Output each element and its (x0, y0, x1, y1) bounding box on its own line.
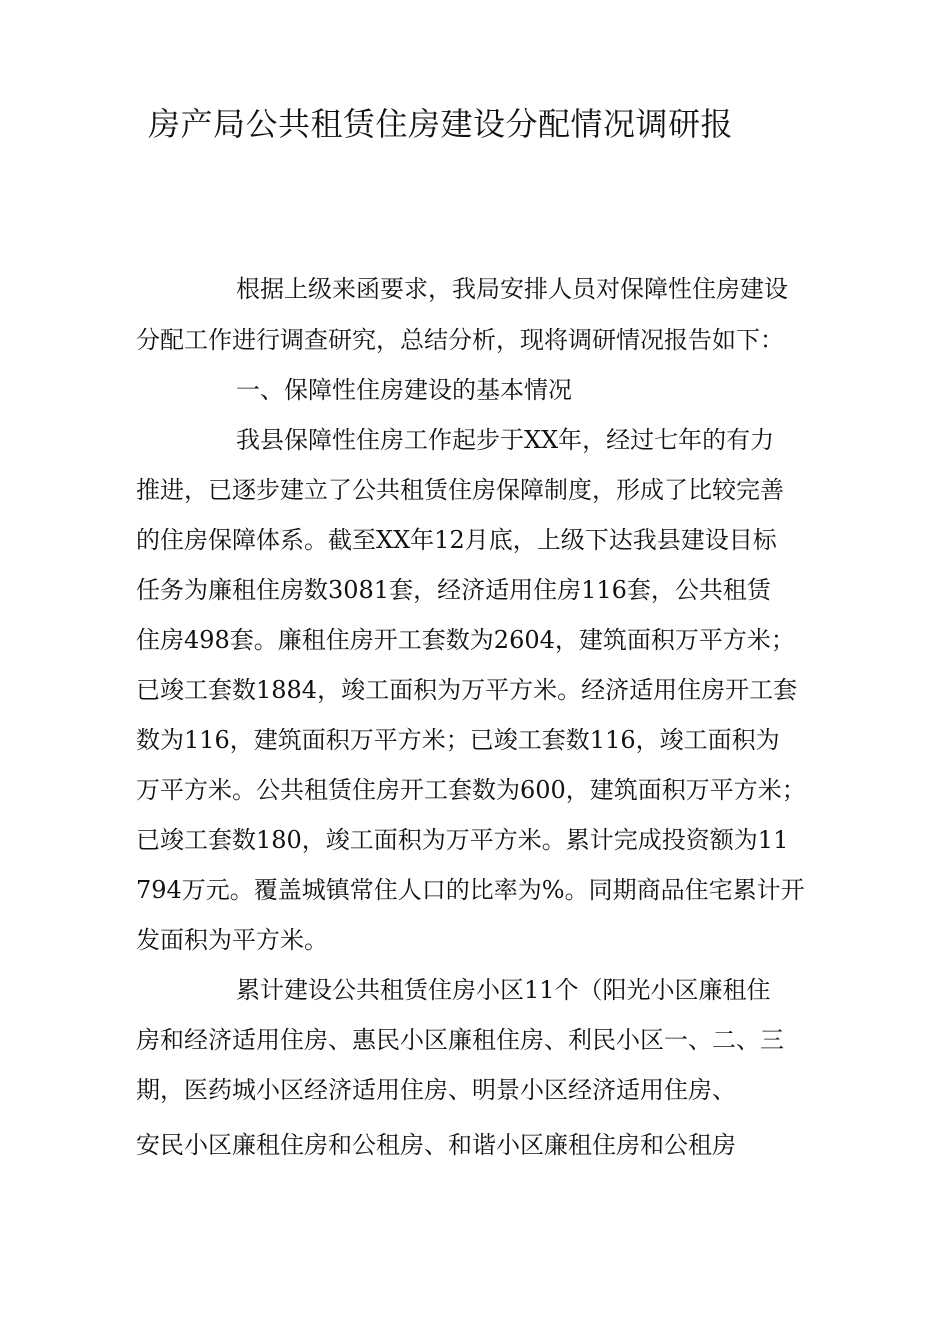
paragraph-line: 安民小区廉租住房和公租房、和谐小区廉租住房和公租房 (136, 1131, 736, 1159)
paragraph-line: 数为116，建筑面积万平方米；已竣工套数116，竣工面积为 (136, 726, 780, 754)
paragraph-line: 的住房保障体系。截至XX年12月底，上级下达我县建设目标 (136, 526, 777, 554)
paragraph-line: 住房498套。廉租住房开工套数为2604，建筑面积万平方米； (136, 626, 795, 654)
paragraph-line: 794万元。覆盖城镇常住人口的比率为%。同期商品住宅累计开 (136, 876, 805, 904)
paragraph-line: 根据上级来函要求，我局安排人员对保障性住房建设 (236, 275, 788, 303)
section-heading: 一、保障性住房建设的基本情况 (236, 376, 572, 404)
paragraph-line: 分配工作进行调查研究，总结分析，现将调研情况报告如下： (136, 326, 784, 354)
paragraph-line: 推进，已逐步建立了公共租赁住房保障制度，形成了比较完善 (136, 476, 784, 504)
paragraph-line: 累计建设公共租赁住房小区11个（阳光小区廉租住 (236, 976, 771, 1004)
paragraph-line: 我县保障性住房工作起步于XX年，经过七年的有力 (236, 426, 775, 454)
paragraph-line: 已竣工套数1884，竣工面积为万平方米。经济适用住房开工套 (136, 676, 798, 704)
paragraph-line: 任务为廉租住房数3081套，经济适用住房116套，公共租赁 (136, 576, 771, 604)
paragraph-line: 万平方米。公共租赁住房开工套数为600，建筑面积万平方米； (136, 776, 806, 804)
paragraph-line: 期，医药城小区经济适用住房、明景小区经济适用住房、 (136, 1076, 736, 1104)
paragraph-line: 发面积为平方米。 (136, 926, 328, 954)
document-title: 房产局公共租赁住房建设分配情况调研报 (148, 105, 734, 143)
paragraph-line: 房和经济适用住房、惠民小区廉租住房、利民小区一、二、三 (136, 1026, 784, 1054)
paragraph-line: 已竣工套数180，竣工面积为万平方米。累计完成投资额为11 (136, 826, 789, 854)
